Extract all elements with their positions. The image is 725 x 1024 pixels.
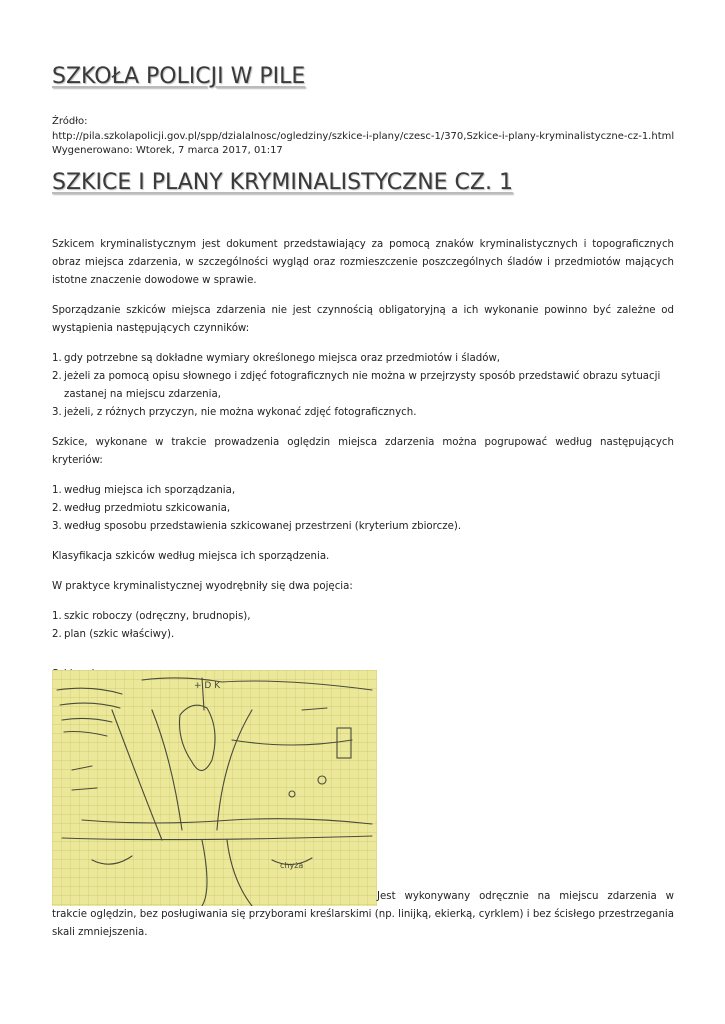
list-item: 3. według sposobu przedstawienia szkicowanej przestrzeni (kryterium zbiorcze). <box>52 521 462 532</box>
source-url[interactable]: http://pila.szkolapolicji.gov.pl/spp/dzialalnosc/ogledziny/szkice-i-plany/czesc-1/370,Szkice-i-plany-kryminalistyczne-cz-1.html <box>52 130 675 142</box>
list-item: 1. gdy potrzebne są dokładne wymiary określonego miejsca oraz przedmiotów i śladów, <box>52 353 501 364</box>
site-title: SZKOŁA POLICJI W PILE <box>52 64 306 89</box>
article-title: SZKICE I PLANY KRYMINALISTYCZNE CZ. 1 <box>52 170 513 195</box>
paragraph-classification: Klasyfikacja szkiców według miejsca ich sporządzenia. <box>52 551 330 562</box>
paragraph-definition: Szkicem kryminalistycznym jest dokument przedstawiający za pomocą znaków kryminalistycznych i topograficznych obraz miejsca zdarzenia, w szczególności wygląd oraz rozmieszczenie poszczególnych śladów i przedmiotów mających istotne znaczenie dowodowe w sprawie. <box>52 239 674 286</box>
sketch-bottom-label: chyża <box>280 861 304 870</box>
paragraph-factors: Sporządzanie szkiców miejsca zdarzenia nie jest czynnością obligatoryjną a ich wykonanie powinno być zależne od wystąpienia następujących czynników: <box>52 305 674 334</box>
list-item: 3. jeżeli, z różnych przyczyn, nie można wykonać zdjęć fotograficznych. <box>52 407 417 418</box>
list-item: 1. szkic roboczy (odręczny, brudnopis), <box>52 611 251 622</box>
source-meta <box>52 115 692 159</box>
paragraph-criteria: Szkice, wykonane w trakcie prowadzenia oględzin miejsca zdarzenia można pogrupować według następujących kryteriów: <box>52 437 674 466</box>
rough-sketch-image <box>52 670 377 906</box>
list-item: 1. według miejsca ich sporządzania, <box>52 485 236 496</box>
list-item: 2. plan (szkic właściwy). <box>52 629 175 640</box>
list-item: 2. według przedmiotu szkicowania, <box>52 503 231 514</box>
sketch-top-label: + D K <box>194 681 221 691</box>
criteria-list <box>52 482 674 536</box>
paragraph-concepts: W praktyce kryminalistycznej wyodrębniły się dwa pojęcia: <box>52 581 353 592</box>
generated-date: Wygenerowano: Wtorek, 7 marca 2017, 01:17 <box>52 145 283 156</box>
article-body <box>52 236 674 696</box>
concepts-list <box>52 608 674 644</box>
sketch-section <box>52 670 674 942</box>
factors-list <box>52 350 674 422</box>
paragraph-rough-sketch: Jest wykonywany odręcznie na miejscu zdarzenia w trakcie oględzin, bez posługiwania się przyborami kreślarskimi (np. linijką, ekierką, cyrklem) i bez ścisłego przestrzegania skali zmniejszenia. <box>52 891 674 938</box>
source-label: Źródło: <box>52 116 88 127</box>
list-item: 2. jeżeli za pomocą opisu słownego i zdjęć fotograficznych nie można w przejrzysty sposób przedstawić obrazu sytuacji zastanej na miejscu zdarzenia, <box>52 371 661 400</box>
